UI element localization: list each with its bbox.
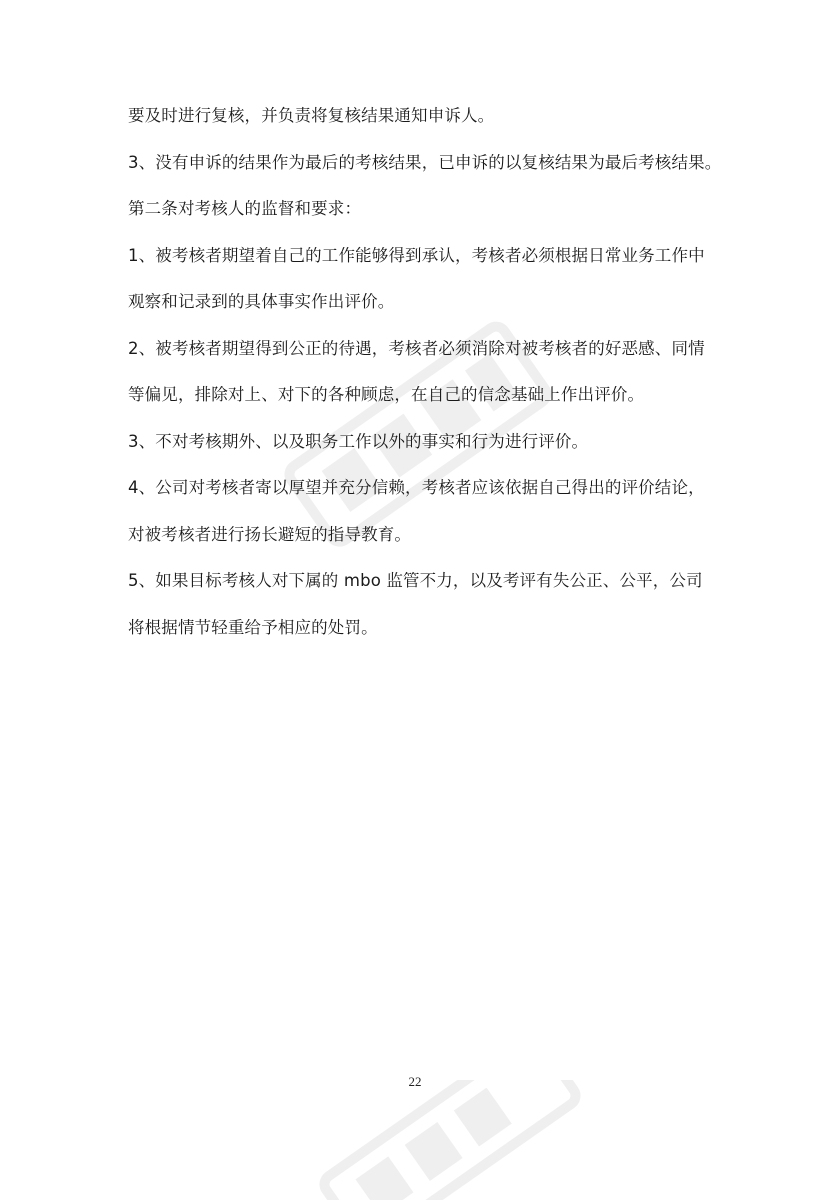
document-body xyxy=(128,106,728,664)
text-line: 3、不对考核期外、以及职务工作以外的事实和行为进行评价。 xyxy=(128,431,589,451)
text-line: 3、没有申诉的结果作为最后的考核结果，已申诉的以复核结果为最后考核结果。 xyxy=(128,152,722,172)
section-heading: 第二条对考核人的监督和要求： xyxy=(128,199,362,218)
text-line: 对被考核者进行扬长避短的指导教育。 xyxy=(128,524,412,544)
text-line: 将根据情节轻重给予相应的处罚。 xyxy=(128,617,378,637)
text-line: 观察和记录到的具体事实作出评价。 xyxy=(128,292,395,311)
text-line: 等偏见，排除对上、对下的各种顾虑，在自己的信念基础上作出评价。 xyxy=(128,385,645,404)
text-line: 5、如果目标考核人对下属的 mbo 监管不力，以及考评有失公正、公平，公司 xyxy=(128,571,703,590)
text-line: 要及时进行复核，并负责将复核结果通知申诉人。 xyxy=(128,106,495,125)
page-number: 22 xyxy=(408,1074,422,1089)
text-line: 4、公司对考核者寄以厚望并充分信赖，考核者应该依据自己得出的评价结论， xyxy=(128,478,705,497)
watermark-logo-bottom xyxy=(300,1080,600,1200)
text-line: 1、被考核者期望着自己的工作能够得到承认，考核者必须根据日常业务工作中 xyxy=(128,245,705,265)
text-line: 2、被考核者期望得到公正的待遇，考核者必须消除对被考核者的好恶感、同情 xyxy=(128,338,705,358)
